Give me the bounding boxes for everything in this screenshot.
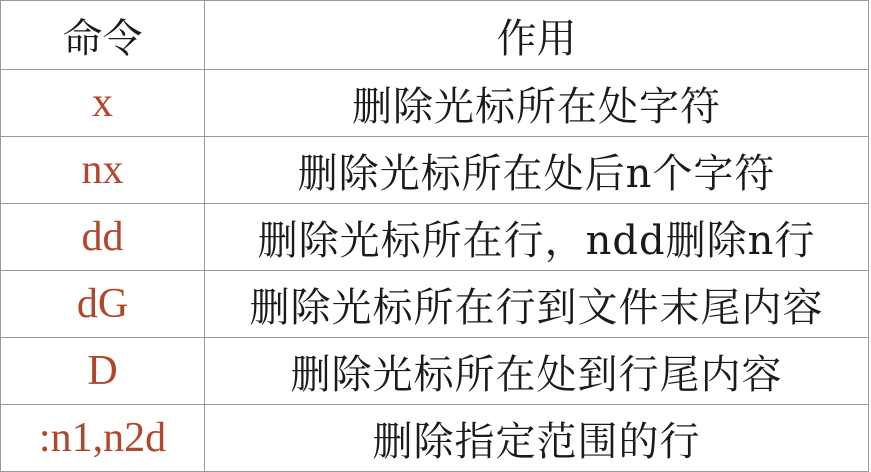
table-row — [1, 405, 869, 472]
header-command: 命令 — [1, 1, 205, 70]
command-cell: x — [1, 70, 205, 137]
table-row — [1, 137, 869, 204]
effect-cell: 删除光标所在行，ndd删除n行 — [205, 204, 869, 271]
table-row — [1, 338, 869, 405]
header-row — [1, 1, 869, 70]
table-row — [1, 70, 869, 137]
effect-cell: 删除光标所在行到文件末尾内容 — [205, 271, 869, 338]
effect-cell: 删除光标所在处字符 — [205, 70, 869, 137]
effect-cell: 删除光标所在处到行尾内容 — [205, 338, 869, 405]
effect-cell: 删除指定范围的行 — [205, 405, 869, 472]
command-cell: D — [1, 338, 205, 405]
command-cell: dd — [1, 204, 205, 271]
effect-cell: 删除光标所在处后n个字符 — [205, 137, 869, 204]
table-row — [1, 271, 869, 338]
command-cell: nx — [1, 137, 205, 204]
header-effect: 作用 — [205, 1, 869, 70]
table-row — [1, 204, 869, 271]
command-cell: dG — [1, 271, 205, 338]
command-cell: :n1,n2d — [1, 405, 205, 472]
